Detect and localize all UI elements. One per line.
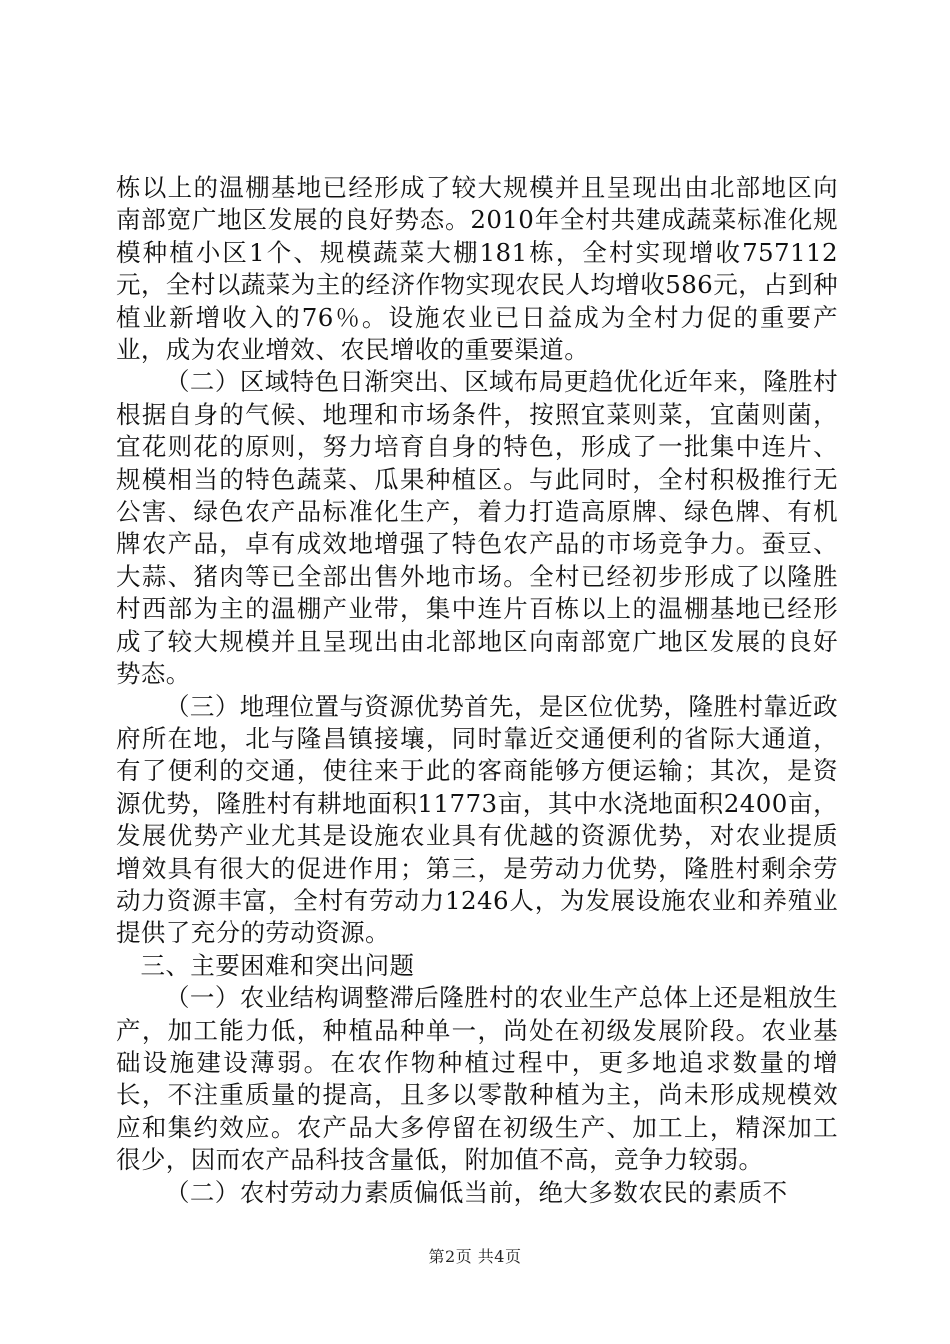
section-heading-difficulties: 三、主要困难和突出问题 [140, 950, 415, 980]
paragraph-structure-adjustment: （一）农业结构调整滞后隆胜村的农业生产总体上还是粗放生产，加工能力低，种植品种单一，尚处在初级发展阶段。农业基础设施建设薄弱。在农作物种植过程中，更多地追求数量的增长，不注重质量的提高，且多以零散种植为主，尚未形成规模效应和集约效应。农产品大多停留在初级生产、加工上，精深加工很少，因而农产品科技含量低，附加值不高，竞争力较弱。 [116, 983, 838, 1175]
page-footer: 第2页 共4页 [428, 1247, 522, 1266]
paragraph-location-resources: （三）地理位置与资源优势首先，是区位优势，隆胜村靠近政府所在地，北与隆昌镇接壤，同时靠近交通便利的省际大通道，有了便利的交通，使往来于此的客商能够方便运输；其次，是资源优势，隆胜村有耕地面积11773亩，其中水浇地面积2400亩，发展优势产业尤其是设施农业具有优越的资源优势，对农业提质增效具有很大的促进作用；第三，是劳动力优势，隆胜村剩余劳动力资源丰富，全村有劳动力1246人，为发展设施农业和养殖业提供了充分的劳动资源。 [116, 691, 838, 948]
document-body [116, 172, 838, 1209]
paragraph-regional-features: （二）区域特色日渐突出、区域布局更趋优化近年来，隆胜村根据自身的气候、地理和市场条件，按照宜菜则菜，宜菌则菌，宜花则花的原则，努力培育自身的特色，形成了一批集中连片、规模相当的特色蔬菜、瓜果种植区。与此同时，全村积极推行无公害、绿色农产品标准化生产，着力打造高原牌、绿色牌、有机牌农产品，卓有成效地增强了特色农产品的市场竞争力。蚕豆、大蒜、猪肉等已全部出售外地市场。全村已经初步形成了以隆胜村西部为主的温棚产业带，集中连片百栋以上的温棚基地已经形成了较大规模并且呈现出由北部地区向南部宽广地区发展的良好势态。 [116, 367, 838, 689]
paragraph-labor-quality: （二）农村劳动力素质偏低当前，绝大多数农民的素质不 [165, 1177, 788, 1207]
paragraph-continuation: 栋以上的温棚基地已经形成了较大规模并且呈现出由北部地区向南部宽广地区发展的良好势态。2010年全村共建成蔬菜标准化规模种植小区1个、规模蔬菜大棚181栋，全村实现增收757112元，全村以蔬菜为主的经济作物实现农民人均增收586元，占到种植业新增收入的76％。设施农业已日益成为全村力促的重要产业，成为农业增效、农民增收的重要渠道。 [116, 173, 838, 365]
